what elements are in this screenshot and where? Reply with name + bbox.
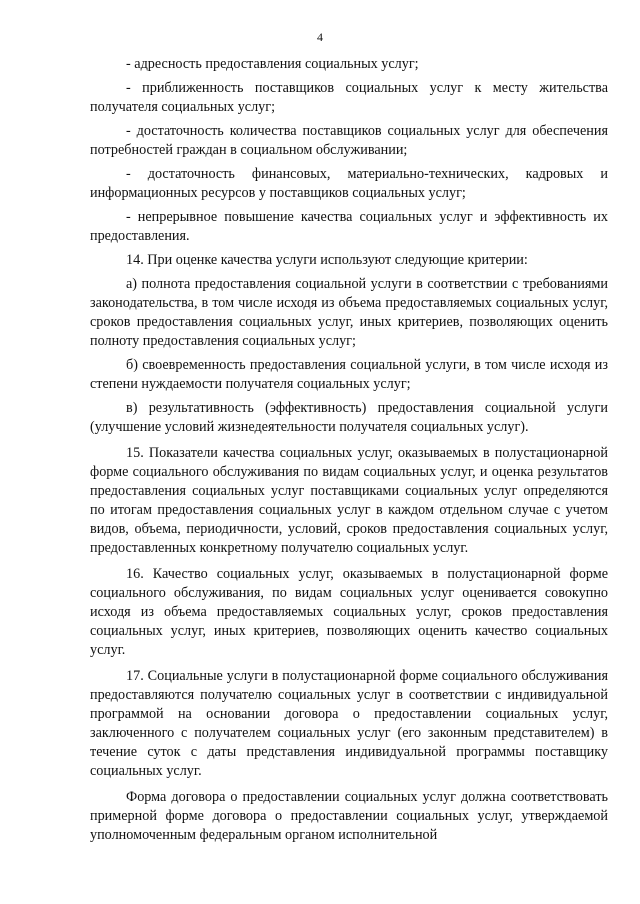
paragraph-proximity: - приближенность поставщиков социальных услуг к месту жительства получателя социальных услуг;	[90, 80, 608, 115]
paragraph-criterion-b: б) своевременность предоставления социальной услуги, в том числе исходя из степени нуждаемости получателя социальных услуг;	[90, 357, 608, 392]
paragraph-criterion-a: а) полнота предоставления социальной услуги в соответствии с требованиями законодательства, в том числе исходя из объема предоставляемых социальных услуг, сроков предоставления социальных услуг, иных критериев, позволяющих оценить полноту предоставления социальных услуг;	[90, 276, 608, 349]
paragraph-contract-form: Форма договора о предоставлении социальных услуг должна соответствовать примерной форме договора о предоставлении социальных услуг, утверждаемой уполномоченным федеральным органом исполнительной	[90, 789, 608, 843]
paragraph-resources: - достаточность финансовых, материально-технических, кадровых и информационных ресурсов у поставщиков социальных услуг;	[90, 166, 608, 201]
document-body	[90, 55, 608, 850]
paragraph-targeting: - адресность предоставления социальных услуг;	[126, 56, 419, 72]
paragraph-item-15: 15. Показатели качества социальных услуг, оказываемых в полустационарной форме социального обслуживания по видам социальных услуг, и оценка результатов предоставления социальных услуг поставщиками социальных услуг определяются по итогам предоставления социальных услуг в каждом отдельном случае с учетом видов, объема, периодичности, условий, сроков предоставления социальных услуг, предоставленных конкретному получателю социальных услуг.	[90, 445, 608, 556]
paragraph-item-14: 14. При оценке качества услуги используют следующие критерии:	[126, 252, 528, 268]
paragraph-criterion-c: в) результативность (эффективность) предоставления социальной услуги (улучшение условий жизнедеятельности получателя социальных услуг).	[90, 400, 608, 435]
paragraph-item-17: 17. Социальные услуги в полустационарной форме социального обслуживания предоставляются получателю социальных услуг в соответствии с индивидуальной программой на основании договора о предоставлении социальных услуг, заключенного с получателем социальных услуг (его законным представителем) в течение суток с даты представления индивидуальной программы поставщику социальных услуг.	[90, 668, 608, 779]
page-number: 4	[317, 30, 323, 44]
paragraph-provider-count: - достаточность количества поставщиков социальных услуг для обеспечения потребностей граждан в социальном обслуживании;	[90, 123, 608, 158]
paragraph-improvement: - непрерывное повышение качества социальных услуг и эффективность их предоставления.	[90, 209, 608, 244]
paragraph-item-16: 16. Качество социальных услуг, оказываемых в полустационарной форме социального обслуживания, по видам социальных услуг оценивается совокупно исходя из объема предоставляемых социальных услуг, сроков предоставления социальных услуг, иных критериев, позволяющих оценить качество социальных услуг.	[90, 566, 608, 658]
